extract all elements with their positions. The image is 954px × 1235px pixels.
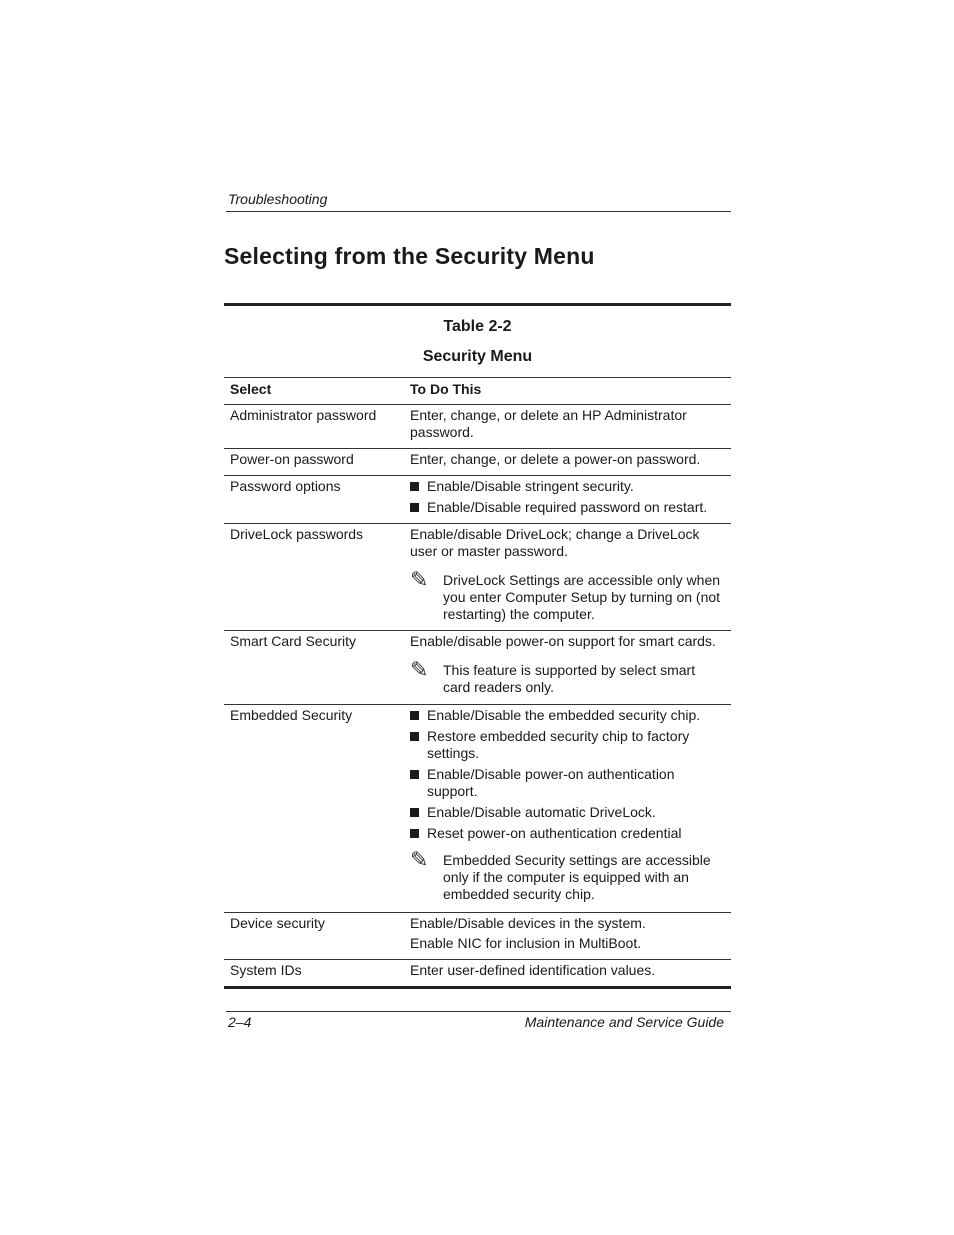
bullet-text: Enable/Disable required password on restart. [427,499,708,515]
bullet-text: Enable/Disable power-on authentication support. [427,766,675,799]
note [410,567,725,623]
header-select: Select [230,381,272,397]
bullet-item [410,728,725,762]
row-select-smart-card-security: Smart Card Security [230,633,357,649]
bullet-text: Enable/Disable the embedded security chip. [427,707,701,723]
row-action-line: Enable/Disable devices in the system. [410,915,646,931]
row-action [410,524,731,630]
note [410,657,725,696]
row-action [410,476,731,523]
table-title: Security Menu [422,348,533,365]
table-top-rule [224,303,731,306]
pencil-note-icon: ✎ [410,567,429,592]
header-rule [226,211,731,212]
bullet-item [410,766,725,800]
table-row [224,405,731,449]
table-grid [224,377,731,989]
square-bullet-icon [410,808,419,817]
bullet-text: Reset power-on authentication credential [427,825,682,841]
bullet-item [410,804,725,821]
row-action: Enter user-defined identification values. [410,962,656,978]
row-action-text: Enable/disable power-on support for smart cards. [410,633,716,649]
table-row [224,524,731,631]
table-row [224,449,731,476]
table-row [224,476,731,524]
bullet-item [410,825,725,842]
table-header-row [224,378,731,405]
square-bullet-icon [410,482,419,491]
row-select-embedded-security: Embedded Security [230,707,353,723]
footer-rule [226,1011,731,1012]
row-select-password-options: Password options [230,478,341,494]
row-action [410,705,731,912]
square-bullet-icon [410,732,419,741]
note-text: This feature is supported by select smart card readers only. [443,662,696,695]
pencil-note-icon: ✎ [410,847,429,872]
note-text: DriveLock Settings are accessible only when you enter Computer Setup by turning on (not restarting) the computer. [443,572,721,622]
bullet-text: Restore embedded security chip to factory settings. [427,728,690,761]
row-select-drivelock-passwords: DriveLock passwords [230,526,364,542]
row-action: Enter, change, or delete a power-on password. [410,451,701,467]
square-bullet-icon [410,770,419,779]
row-select-administrator-password: Administrator password [230,407,377,423]
bullet-item [410,707,725,724]
table-row [224,960,731,989]
table-row [224,631,731,705]
bullet-item [410,478,725,495]
header-to-do-this: To Do This [410,381,482,397]
security-menu-table [224,303,731,989]
row-select-device-security: Device security [230,915,325,931]
running-head: Troubleshooting [228,191,328,207]
row-action: Enter, change, or delete an HP Administrator password. [410,407,687,440]
row-action-text: Enable/disable DriveLock; change a DriveLock user or master password. [410,526,700,559]
row-action-line: Enable NIC for inclusion in MultiBoot. [410,935,642,951]
page-title: Selecting from the Security Menu [224,243,595,269]
note-text: Embedded Security settings are accessible only if the computer is equipped with an embedded security chip. [443,852,711,902]
square-bullet-icon [410,503,419,512]
square-bullet-icon [410,711,419,720]
guide-title: Maintenance and Service Guide [524,1014,724,1030]
row-select-power-on-password: Power-on password [230,451,354,467]
square-bullet-icon [410,829,419,838]
row-action [410,913,731,959]
bullet-text: Enable/Disable stringent security. [427,478,634,494]
page-number: 2–4 [228,1014,252,1030]
table-row [224,913,731,960]
note [410,847,725,903]
bullet-text: Enable/Disable automatic DriveLock. [427,804,656,820]
table-number: Table 2-2 [443,318,512,335]
row-action [410,631,731,704]
table-row [224,705,731,913]
bullet-item [410,499,725,516]
row-select-system-ids: System IDs [230,962,302,978]
pencil-note-icon: ✎ [410,657,429,682]
